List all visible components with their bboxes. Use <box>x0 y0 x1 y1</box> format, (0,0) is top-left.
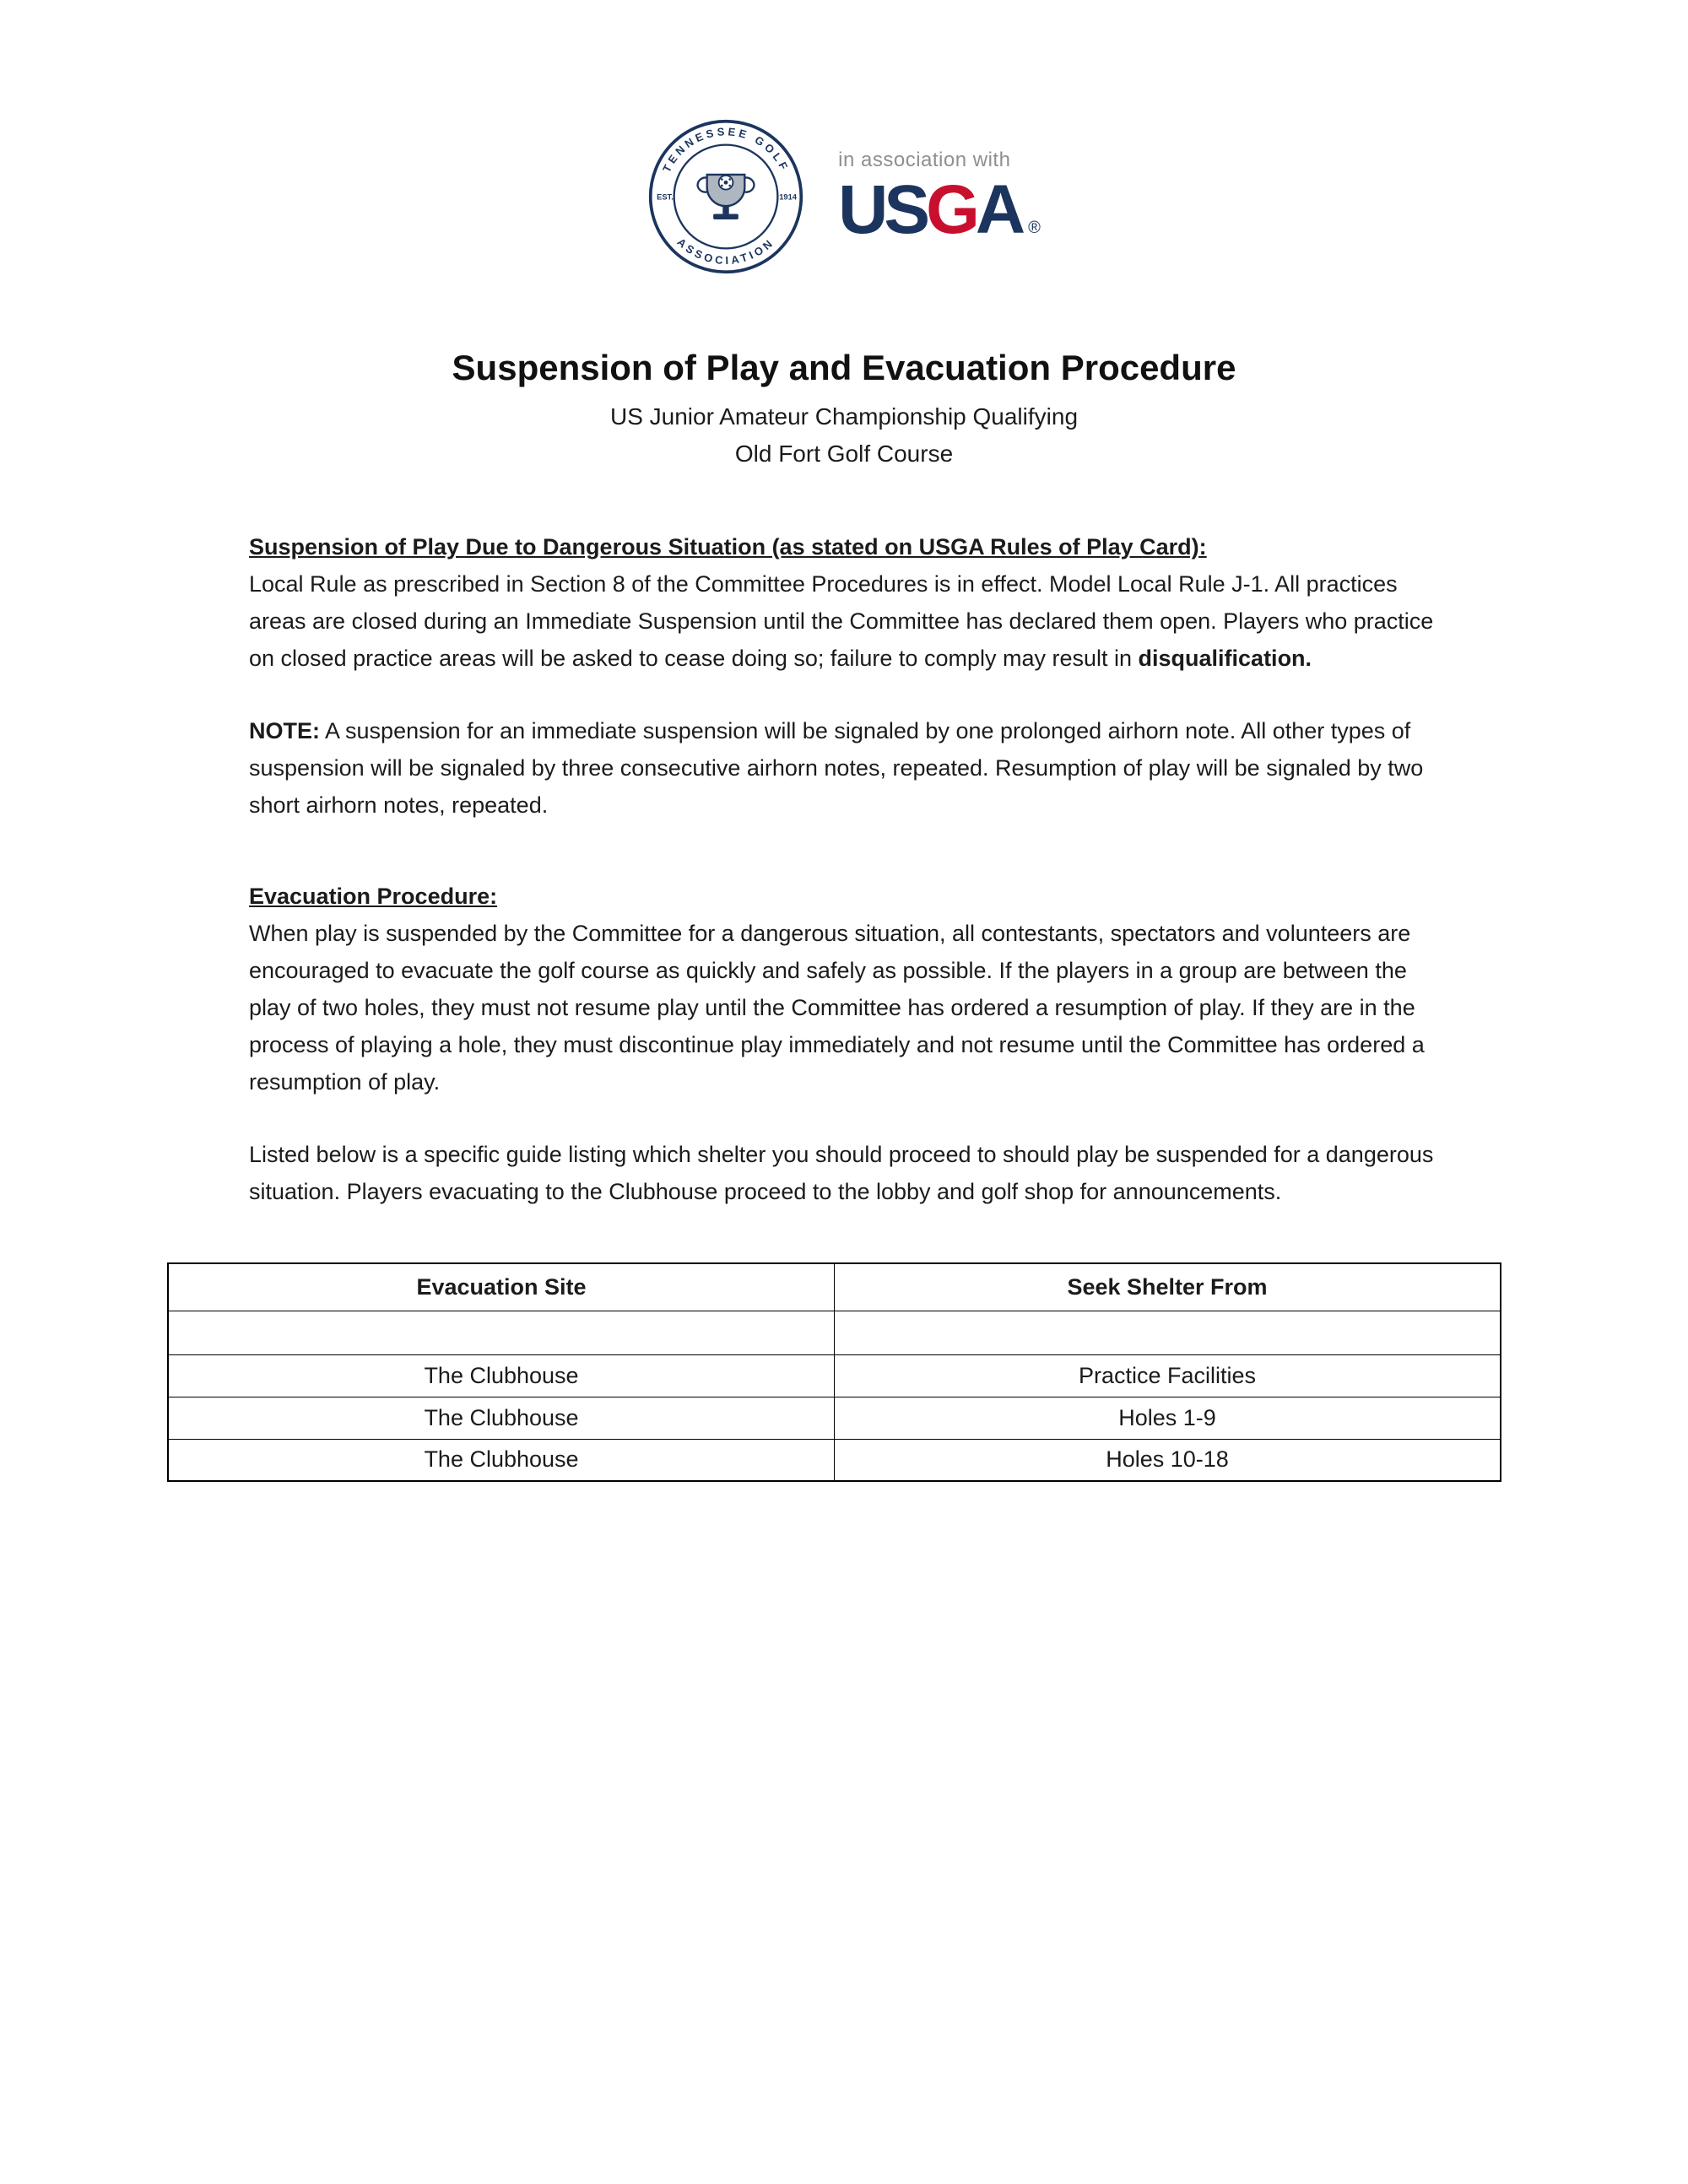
table-row <box>168 1439 1501 1481</box>
seal-est-label: EST. <box>657 192 674 202</box>
evacuation-table <box>167 1262 1501 1482</box>
tennessee-golf-association-seal-icon <box>647 118 804 275</box>
table-cell-evacuation-site: The Clubhouse <box>168 1439 835 1481</box>
evacuation-table-container <box>167 1262 1688 1482</box>
disqualification-emphasis: disqualification. <box>1138 646 1312 671</box>
usga-lockup <box>838 149 1041 248</box>
seal-bottom-text: ASSOCIATION <box>674 235 777 268</box>
table-cell-evacuation-site: The Clubhouse <box>168 1397 835 1439</box>
usga-a-letter: A <box>975 171 1022 248</box>
note-paragraph <box>249 712 1435 824</box>
table-cell-shelter-from: Holes 10-18 <box>835 1439 1501 1481</box>
registered-mark: ® <box>1028 219 1041 237</box>
column-header-evacuation-site: Evacuation Site <box>168 1263 835 1311</box>
subtitle-event: US Junior Amateur Championship Qualifying <box>609 403 1079 430</box>
evacuation-section-heading: Evacuation Procedure: <box>249 884 498 909</box>
table-row <box>168 1397 1501 1439</box>
table-cell <box>168 1311 835 1354</box>
suspension-paragraph <box>249 565 1435 677</box>
logo-header <box>0 0 1688 275</box>
table-cell-shelter-from: Holes 1-9 <box>835 1397 1501 1439</box>
page-subtitles <box>0 398 1688 473</box>
subtitle-course: Old Fort Golf Course <box>734 441 954 467</box>
note-label: NOTE: <box>249 718 320 743</box>
note-text: A suspension for an immediate suspension will be signaled by one prolonged airhorn note. All other types of suspension will be signaled by three consecutive airhorn notes, repeated. Resumption of play will be signaled by two short airhorn notes, repeated. <box>249 718 1424 818</box>
usga-logo <box>838 171 1041 248</box>
suspension-paragraph-text: Local Rule as prescribed in Section 8 of the Committee Procedures is in effect. Model Local Rule J-1. All practices areas are closed during an Immediate Suspension until the Committee has declared them open. Players who practice on closed practice areas will be asked to cease doing so; failure to comply may result in <box>249 571 1434 671</box>
seal-top-text: TENNESSEE GOLF <box>660 125 793 175</box>
table-cell <box>835 1311 1501 1354</box>
evacuation-paragraph-1: When play is suspended by the Committee for a dangerous situation, all contestants, spectators and volunteers are encouraged to evacuate the golf course as quickly and safely as possible. If the players in a group are between the play of two holes, they must not resume play until the Committee has ordered a resumption of play. If they are in the process of playing a hole, they must discontinue play immediately and not resume until the Committee has ordered a resumption of play. <box>249 921 1425 1095</box>
table-header-row <box>168 1263 1501 1311</box>
evacuation-paragraph-2: Listed below is a specific guide listing which shelter you should proceed to should play be suspended for a dangerous situation. Players evacuating to the Clubhouse proceed to the lobby and golf shop for announcements. <box>249 1142 1434 1204</box>
page-title: Suspension of Play and Evacuation Procedure <box>452 348 1236 387</box>
table-row <box>168 1311 1501 1354</box>
table-cell-shelter-from: Practice Facilities <box>835 1354 1501 1397</box>
usga-us-letters: US <box>838 171 927 248</box>
document-body <box>0 528 1688 1210</box>
association-text: in association with <box>838 149 1011 171</box>
seal-year-label: 1914 <box>779 192 798 202</box>
column-header-seek-shelter-from: Seek Shelter From <box>835 1263 1501 1311</box>
usga-g-letter: G <box>926 171 976 248</box>
suspension-section-heading: Suspension of Play Due to Dangerous Situation (as stated on USGA Rules of Play Card): <box>249 534 1207 560</box>
trophy-icon <box>698 175 755 219</box>
table-row <box>168 1354 1501 1397</box>
table-cell-evacuation-site: The Clubhouse <box>168 1354 835 1397</box>
